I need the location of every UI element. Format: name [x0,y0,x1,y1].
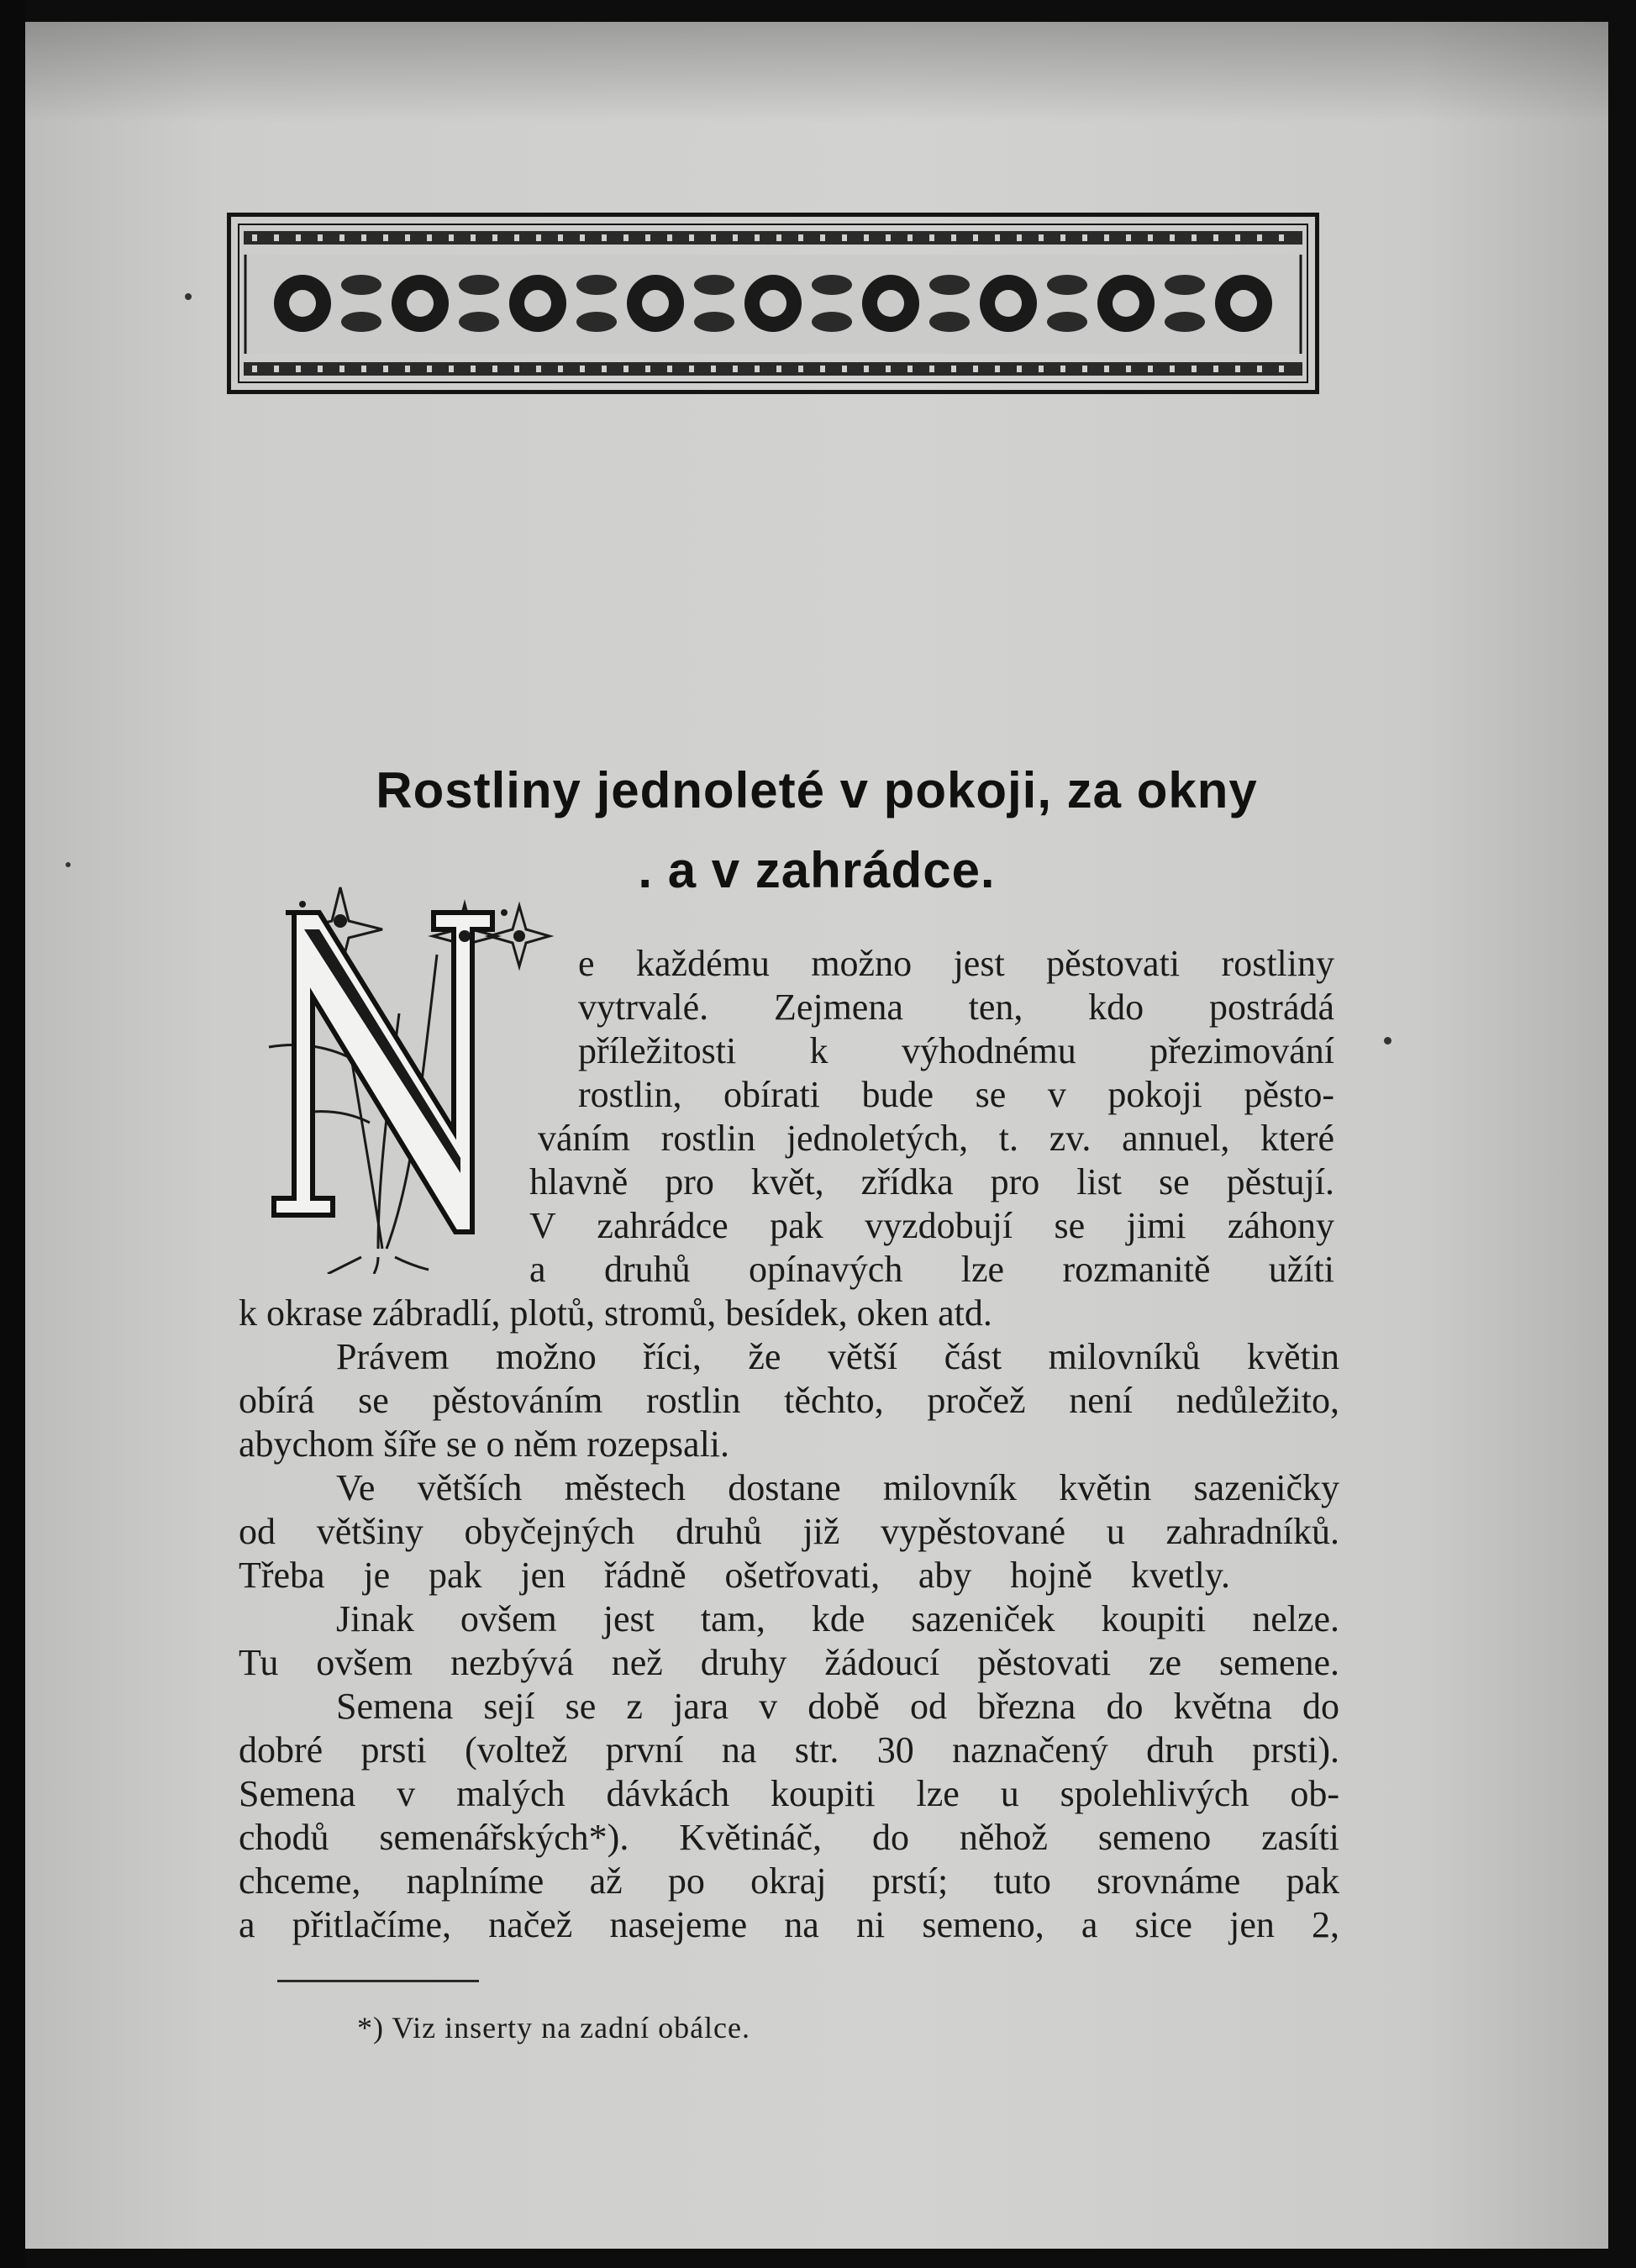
footnote: *) Viz inserty na zadní obálce. [357,2011,751,2044]
body-line-18: Semena sejí se z jara v době od března do května do [336,1686,1339,1727]
body-line-11: obírá se pěstováním rostlin těchto, pročež není nedůležito, [239,1380,1339,1421]
body-line-7: V zahrádce pak vyzdobují se jimi záhony [529,1205,1334,1246]
body-line-13: Ve větších městech dostane milovník květin sazeničky [336,1467,1339,1508]
body-line-6: hlavně pro květ, zřídka pro list se pěstují. [529,1161,1334,1202]
scan-speck [66,862,71,867]
scan-speck [185,293,192,300]
body-line-14: od většiny obyčejných druhů již vypěstované u zahradníků. [239,1511,1339,1552]
scan-speck [1384,1037,1391,1045]
body-line-23: a přitlačíme, načež nasejeme na ni semeno, a sice jen 2, [239,1904,1339,1945]
decorative-header-band [227,213,1319,394]
body-line-8: a druhů opínavých lze rozmanitě užíti [529,1249,1334,1290]
body-line-2: vytrvalé. Zejmena ten, kdo postrádá [578,987,1334,1028]
chapter-title-line-1: Rostliny jednoleté v pokoji, za okny [376,762,1258,818]
scan-left-edge [0,0,25,2268]
body-line-12: abychom šíře se o něm rozepsali. [239,1423,730,1465]
body-line-9: k okrase zábradlí, plotů, stromů, besídek, oken atd. [239,1292,992,1334]
body-line-17: Tu ovšem nezbývá než druhy žádoucí pěstovati ze semene. [239,1642,1339,1683]
body-line-16: Jinak ovšem jest tam, kde sazeniček koupiti nelze. [336,1598,1339,1639]
book-page [25,22,1608,2249]
body-line-21: chodů semenářských*). Květináč, do něhož semeno zasíti [239,1817,1339,1858]
floral-ornament-icon [227,213,1319,394]
body-line-22: chceme, naplníme až po okraj prstí; tuto srovnáme pak [239,1860,1339,1902]
body-line-3: příležitosti k výhodnému přezimování [578,1030,1334,1071]
body-line-19: dobré prsti (voltež první na str. 30 naznačený druh prsti). [239,1729,1339,1771]
body-line-15: Třeba je pak jen řádně ošetřovati, aby hojně kvetly. [239,1555,1230,1596]
body-line-10: Právem možno říci, že větší část milovníků květin [336,1336,1339,1377]
decorated-initial-n-icon [252,862,571,1274]
body-line-20: Semena v malých dávkách koupiti lze u spolehlivých ob- [239,1773,1339,1814]
footnote-rule [277,1980,479,1982]
body-line-5: váním rostlin jednoletých, t. zv. annuel, které [538,1118,1334,1159]
body-line-1: e každému možno jest pěstovati rostliny [578,943,1334,984]
body-line-4: rostlin, obírati bude se v pokoji pěsto- [578,1074,1334,1115]
chapter-title-line-2: . a v zahrádce. [638,842,996,898]
